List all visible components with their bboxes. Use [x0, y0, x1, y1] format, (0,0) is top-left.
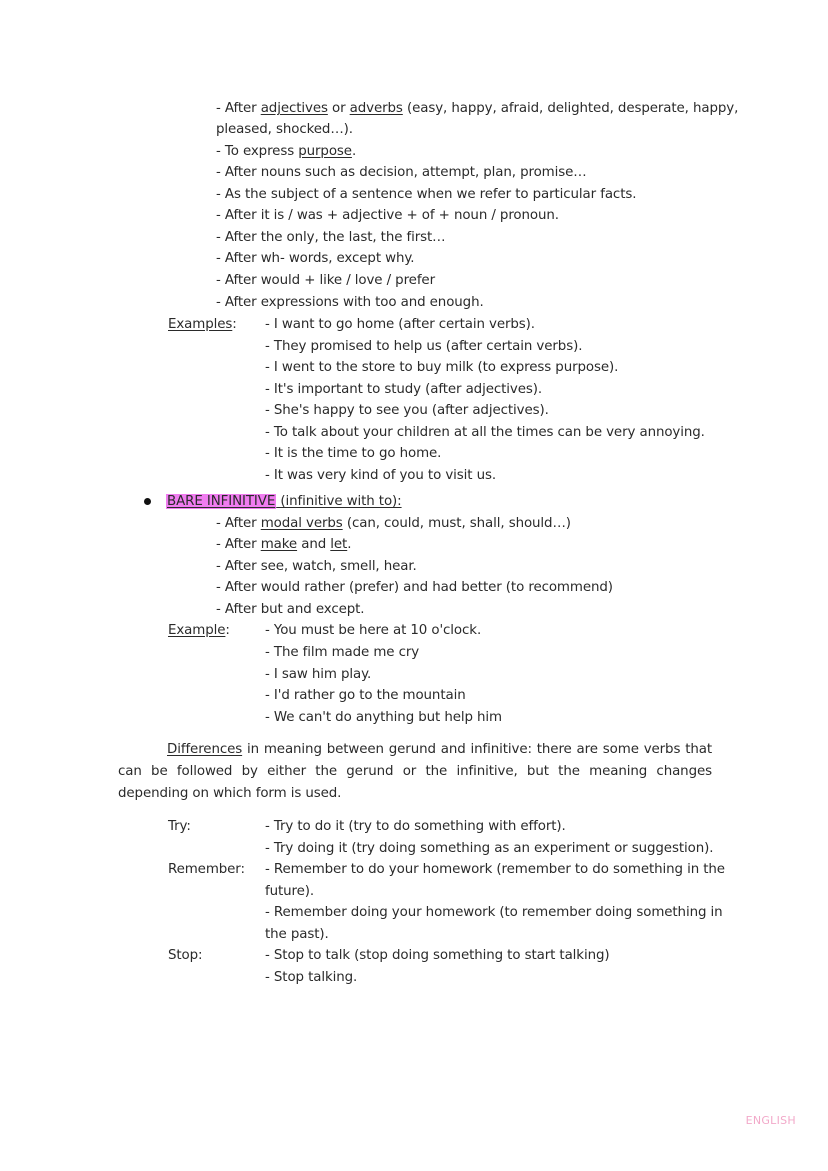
example-item: - It's important to study (after adjectives). [265, 382, 542, 397]
use-text: or [327, 101, 350, 116]
use-item: - After wh- words, except why. [216, 251, 415, 266]
use-item [216, 143, 356, 161]
differences-text: in meaning between gerund and infinitive: there are some verbs that can be followed by either the gerund or the infinitive, but the meaning changes depending on which form is used. [118, 742, 712, 801]
underlined-term: make [260, 537, 298, 552]
examples-label-text: Examples [168, 317, 233, 332]
use-item: pleased, shocked…). [216, 122, 353, 137]
use-item: - After but and except. [216, 602, 365, 617]
highlighted-heading: BARE INFINITIVE [167, 494, 276, 509]
colon: : [232, 317, 237, 332]
use-item: - After see, watch, smell, hear. [216, 559, 417, 574]
underlined-term: adjectives [260, 101, 328, 116]
example-item: - I saw him play. [265, 667, 372, 682]
underlined-term: let [330, 537, 348, 552]
example-item: - You must be here at 10 o'clock. [265, 623, 482, 638]
use-item: - After it is / was + adjective + of + noun / pronoun. [216, 208, 559, 223]
use-text: - After [216, 516, 261, 531]
example-item: - It was very kind of you to visit us. [265, 468, 496, 483]
example-item: - It is the time to go home. [265, 446, 442, 461]
use-item: - After would rather (prefer) and had better (to recommend) [216, 580, 613, 595]
example-label-text: Example [168, 623, 226, 638]
verb-example: - Try to do it (try to do something with effort). [265, 819, 566, 834]
bullet-icon [144, 498, 151, 505]
example-item: - They promised to help us (after certain verbs). [265, 339, 583, 354]
example-label [168, 622, 230, 640]
use-item: - After would + like / love / prefer [216, 273, 435, 288]
use-item [216, 536, 351, 554]
footer-subject-label: ENGLISH [745, 1114, 796, 1127]
use-text: (easy, happy, afraid, delighted, desperate, happy, [402, 101, 739, 116]
example-item: - I want to go home (after certain verbs). [265, 317, 535, 332]
verb-label: Stop: [168, 948, 203, 963]
use-text: - After [216, 101, 261, 116]
differences-term: Differences [167, 742, 243, 757]
use-item [216, 515, 571, 533]
use-item: - After expressions with too and enough. [216, 295, 484, 310]
use-item: - After the only, the last, the first… [216, 230, 446, 245]
verb-example: - Remember to do your homework (remember to do something in the [265, 862, 725, 877]
verb-example: - Try doing it (try doing something as an experiment or suggestion). [265, 841, 714, 856]
use-text: - After [216, 537, 261, 552]
use-text: and [297, 537, 331, 552]
section-heading [166, 493, 402, 511]
underlined-term: purpose [298, 144, 352, 159]
use-text: (can, could, must, shall, should…) [342, 516, 571, 531]
use-item [216, 100, 738, 118]
colon: : [225, 623, 230, 638]
examples-label [168, 316, 237, 334]
verb-example: - Stop talking. [265, 970, 358, 985]
example-item: - I'd rather go to the mountain [265, 688, 466, 703]
example-item: - The film made me cry [265, 645, 420, 660]
use-text: . [347, 537, 352, 552]
verb-label: Remember: [168, 862, 245, 877]
use-text: . [351, 144, 357, 159]
use-item: - As the subject of a sentence when we refer to particular facts. [216, 187, 637, 202]
differences-paragraph [118, 739, 712, 805]
example-item: - To talk about your children at all the times can be very annoying. [265, 425, 705, 440]
example-item: - We can't do anything but help him [265, 710, 502, 725]
verb-label: Try: [168, 819, 191, 834]
verb-example: future). [265, 884, 315, 899]
underlined-term: adverbs [349, 101, 403, 116]
example-item: - She's happy to see you (after adjectives). [265, 403, 549, 418]
verb-example: - Stop to talk (stop doing something to start talking) [265, 948, 610, 963]
use-item: - After nouns such as decision, attempt, plan, promise… [216, 165, 587, 180]
example-item: - I went to the store to buy milk (to express purpose). [265, 360, 619, 375]
use-text: - To express [216, 144, 299, 159]
heading-rest: (infinitive with to): [276, 494, 402, 509]
verb-example: - Remember doing your homework (to remember doing something in [265, 905, 723, 920]
verb-example: the past). [265, 927, 329, 942]
underlined-term: modal verbs [260, 516, 343, 531]
